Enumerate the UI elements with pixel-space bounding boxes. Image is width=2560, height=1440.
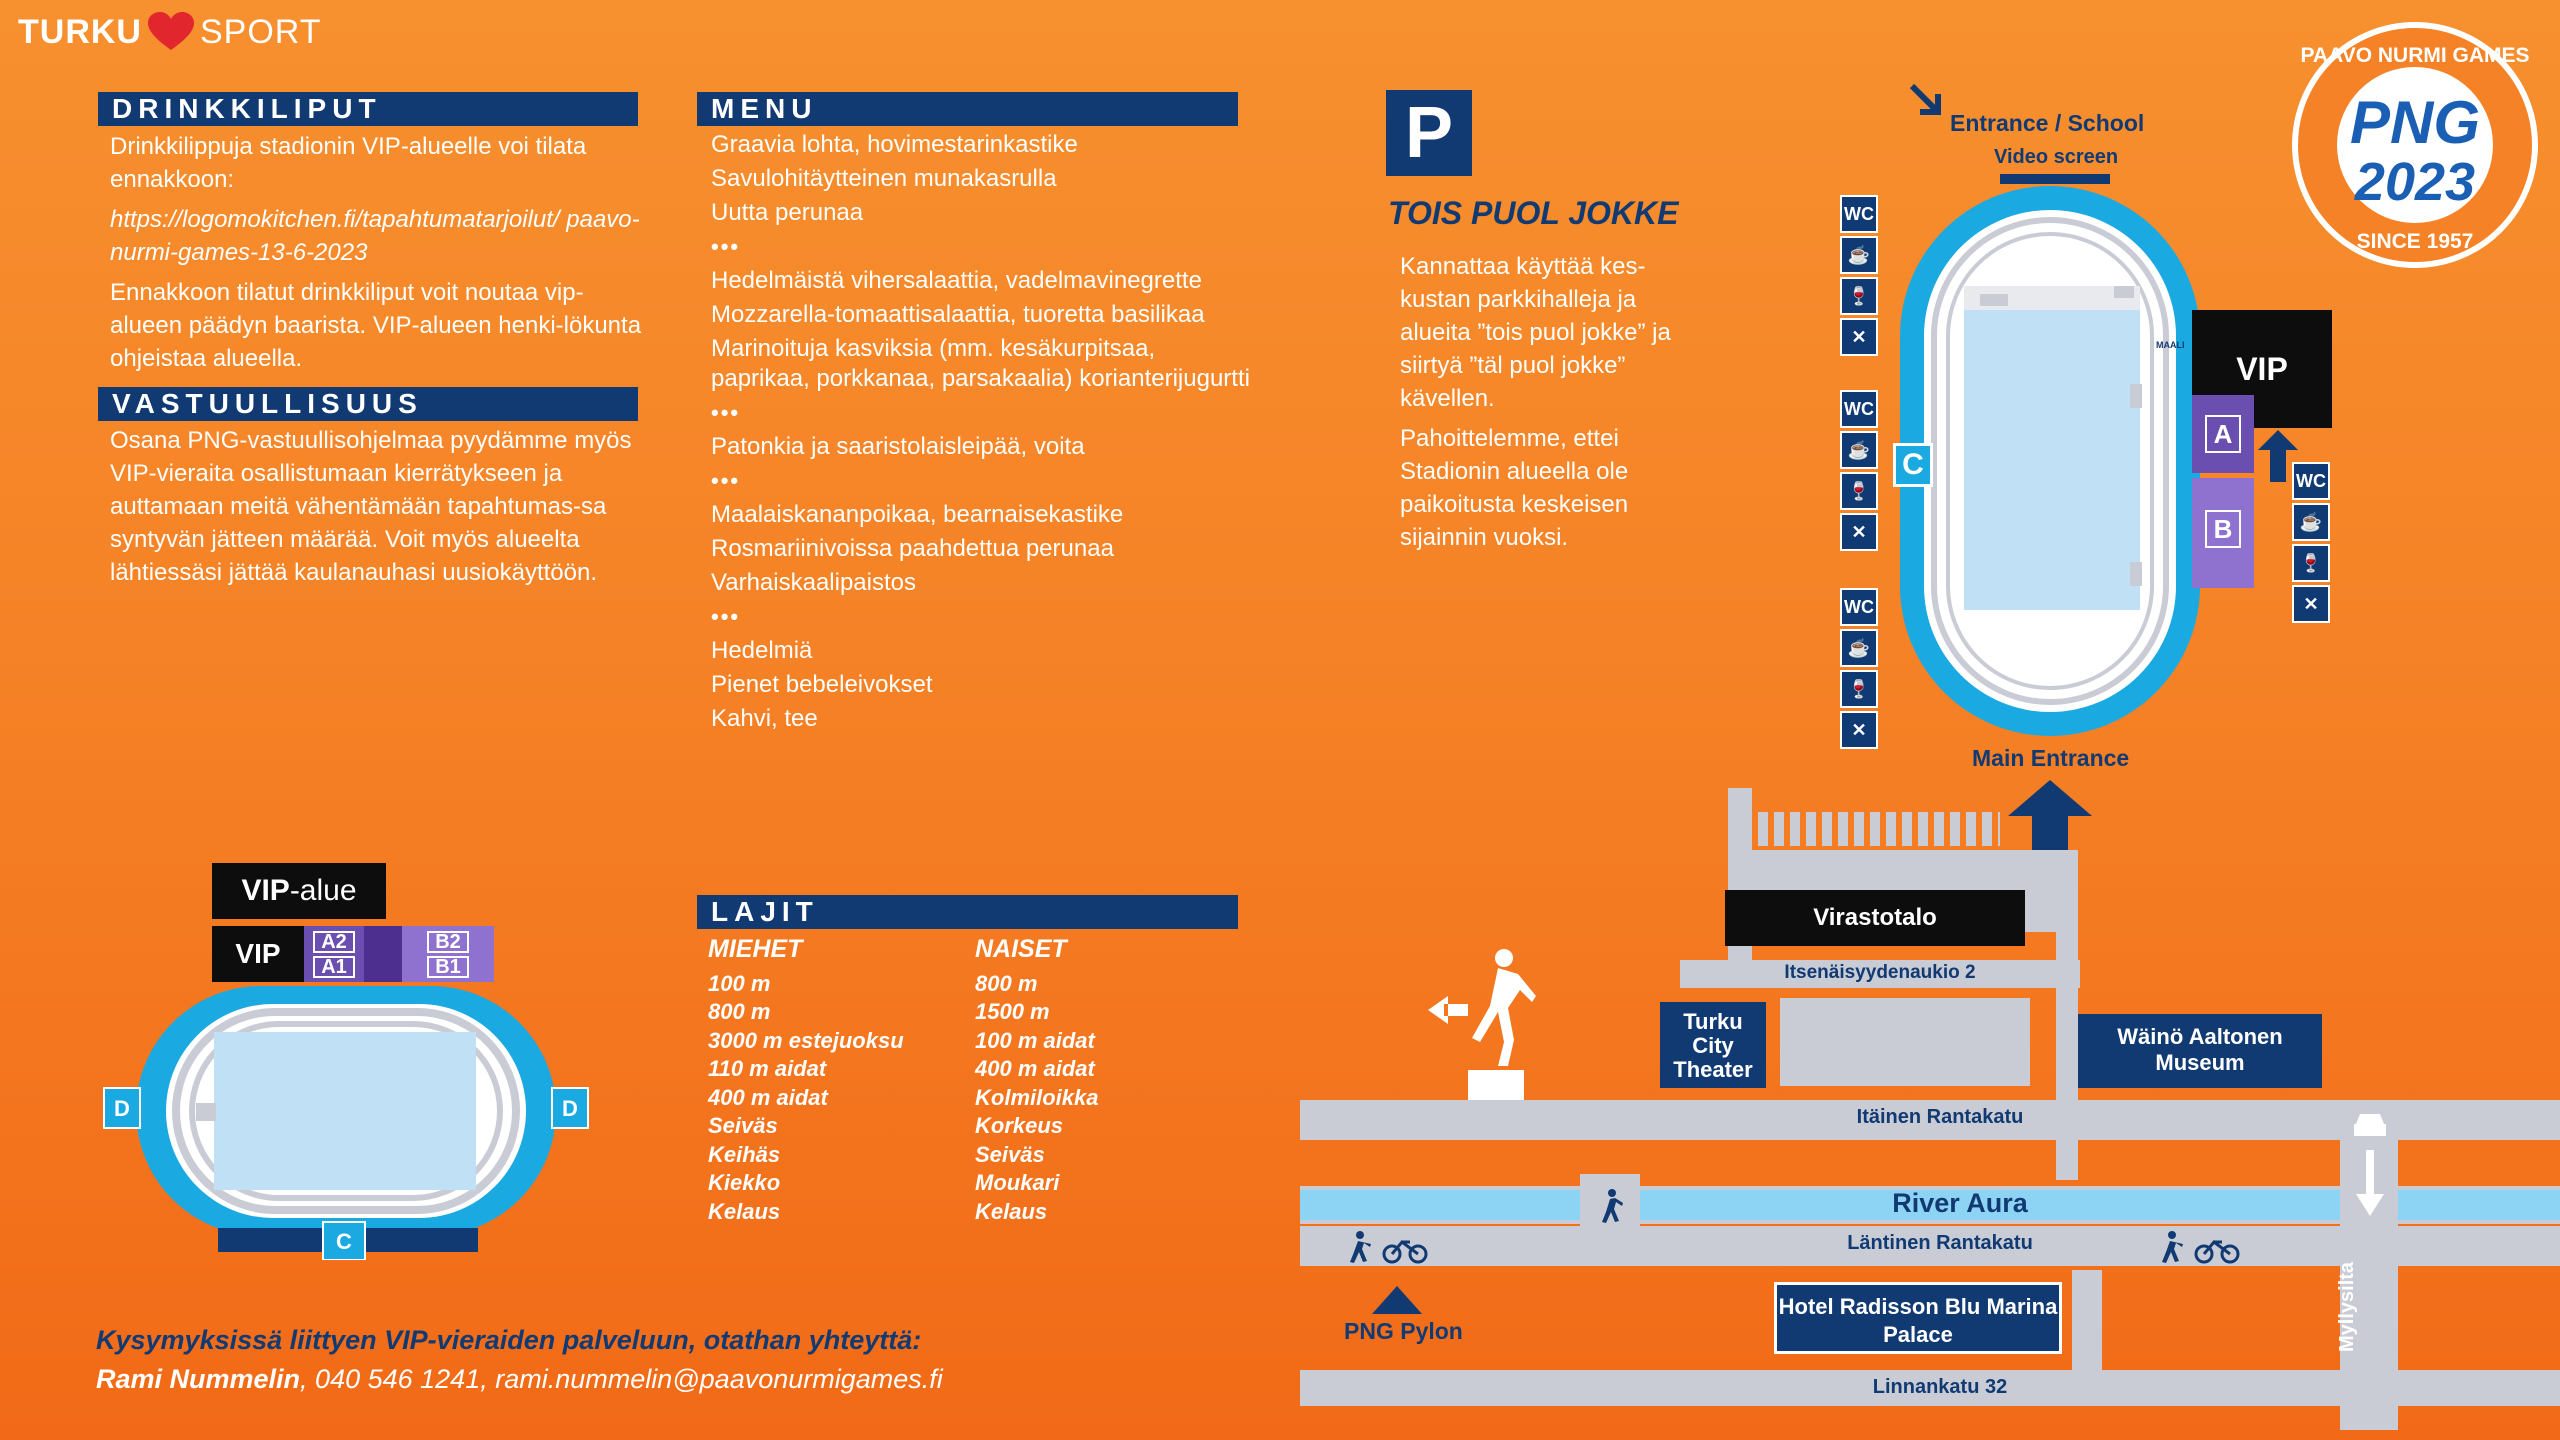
- lantinen-rantakatu-label: Läntinen Rantakatu: [1847, 1232, 2033, 1254]
- turku-city-theater: Turku City Theater: [1660, 1002, 1766, 1088]
- miehet-event: Seiväs: [708, 1113, 778, 1138]
- section-gap: [364, 926, 402, 982]
- seat-a1: A1: [313, 956, 355, 978]
- amenities-group-1: [1840, 195, 1878, 356]
- menu-item: Mozzarella-tomaattisalaattia, tuoretta basilikaa: [711, 301, 1205, 328]
- walk-bike-icon-left: [1348, 1230, 1428, 1264]
- logo-year: 2023: [2354, 152, 2476, 212]
- pylon-arrow-icon: [1372, 1286, 1422, 1314]
- amenities-group-2: [1840, 390, 1878, 551]
- miehet-event: 100 m: [708, 970, 771, 996]
- naiset-event: 800 m: [975, 970, 1038, 996]
- section-a: [304, 926, 364, 982]
- lajit-miehet: [708, 935, 948, 1226]
- entrance-school-label: Entrance / School: [1950, 110, 2145, 136]
- wine-glass-icon: 🍷: [1840, 472, 1878, 510]
- waino-aaltonen-museum: Wäinö Aaltonen Museum: [2078, 1014, 2322, 1088]
- naiset-event: 1500 m: [975, 999, 1050, 1024]
- naiset-heading: NAISET: [975, 935, 1067, 963]
- naiset-event: Moukari: [975, 1170, 1060, 1195]
- vip-map-d-right: D: [562, 1096, 578, 1121]
- myllysilta-label: Myllysilta: [2336, 1261, 2358, 1352]
- menu-separator: •••: [711, 234, 741, 259]
- car-arrow-icon: [2350, 1110, 2390, 1218]
- logo-since: SINCE 1957: [2356, 230, 2474, 253]
- vip-stand-label: VIP: [2192, 310, 2332, 428]
- menu-item: Savulohitäytteinen munakasrulla: [711, 165, 1057, 192]
- miehet-event: 3000 m estejuoksu: [708, 1027, 904, 1053]
- vip-stadium-icon: [96, 978, 616, 1260]
- amenities-group-3: [1840, 588, 1878, 749]
- walk-bike-icon-right: [2160, 1230, 2240, 1264]
- wine-glass-icon: 🍷: [1840, 277, 1878, 315]
- lajit-naiset: [975, 935, 1215, 1226]
- cutlery-icon: ✕: [1840, 318, 1878, 356]
- contact-line2: [96, 1364, 943, 1395]
- vip-area-map: [96, 860, 616, 1260]
- vip-section-label: VIP: [212, 926, 304, 982]
- drinkkiliput-text: [110, 130, 650, 382]
- drinkkiliput-heading: DRINKKILIPUT: [98, 92, 638, 126]
- stadium-area-map: [1300, 70, 2560, 1430]
- menu-item: Pienet bebeleivokset: [711, 671, 933, 698]
- miehet-event: Kelaus: [708, 1198, 781, 1224]
- menu-item: Maalaiskananpoikaa, bearnaisekastike: [711, 501, 1124, 528]
- itsenaisyydenaukio-label: Itsenäisyydenaukio 2: [1784, 962, 1976, 983]
- wc-icon: WC: [1840, 588, 1878, 626]
- parking-p2: Pahoittelemme, ettei Stadionin alueella ole paikoitusta keskeisen sijainnin vuoksi.: [1400, 425, 1629, 551]
- contact-name: Rami Nummelin: [96, 1364, 301, 1394]
- menu-item: Graavia lohta, hovimestarinkastike: [711, 131, 1078, 158]
- vastuullisuus-text: [110, 424, 650, 596]
- vastuullisuus-p1: Osana PNG-vastuullisohjelmaa pyydämme myös VIP-vieraita osallistumaan kierrätykseen ja auttamaan meitä vähentämään tapahtumas-sa syntyvän jätteen määrää. Voit myös alueelta lähtiessäsi jättää kaulanauhasi uusiokäyttöön.: [110, 427, 632, 586]
- parking-icon: P: [1386, 90, 1472, 176]
- cutlery-icon: ✕: [2292, 585, 2330, 623]
- naiset-event: 400 m aidat: [975, 1056, 1095, 1081]
- wine-glass-icon: 🍷: [2292, 544, 2330, 582]
- stadium-track-icon: [1900, 186, 2210, 746]
- menu-item: Hedelmiä: [711, 637, 813, 664]
- vip-alue-rest: -alue: [289, 874, 357, 907]
- contact-line1: Kysymyksissä liittyen VIP-vieraiden palveluun, otathan yhteyttä:: [96, 1325, 922, 1355]
- contact: [96, 1325, 943, 1395]
- miehet-event: 800 m: [708, 999, 771, 1024]
- turku-sport-logo: [18, 12, 322, 52]
- drinkkiliput-p2: Ennakkoon tilatut drinkkiliput voit noutaa vip-alueen päädyn baarista. VIP-alueen henki-lökunta ohjeistaa alueella.: [110, 279, 642, 372]
- menu-item: Varhaiskaalipaistos: [711, 569, 916, 596]
- amenities-group-4: [2292, 462, 2330, 623]
- vip-alue-bold: VIP: [241, 874, 290, 907]
- vip-map-c: C: [336, 1229, 352, 1254]
- wc-icon: WC: [1840, 390, 1878, 428]
- coffee-icon: ☕: [1840, 431, 1878, 469]
- drinkkiliput-p1: Drinkkilippuja stadionin VIP-alueelle voi tilata ennakkoon:: [110, 133, 587, 193]
- logo-png: PNG: [2349, 89, 2481, 156]
- lajit-heading: LAJIT: [697, 895, 1238, 929]
- menu-item: Kahvi, tee: [711, 705, 818, 732]
- seat-b2: B2: [427, 931, 469, 953]
- naiset-event: Kolmiloikka: [975, 1084, 1099, 1110]
- coffee-icon: ☕: [1840, 236, 1878, 274]
- entrance-arrow-icon: [1908, 82, 1948, 122]
- menu-item: Uutta perunaa: [711, 199, 864, 226]
- menu-separator: •••: [711, 604, 741, 629]
- menu-item: Patonkia ja saaristolaisleipää, voita: [711, 433, 1085, 460]
- seat-a2: A2: [313, 931, 355, 953]
- menu-list: [711, 130, 1251, 738]
- naiset-event: Seiväs: [975, 1141, 1045, 1167]
- stand-b-label: B: [2205, 510, 2241, 548]
- menu-heading: MENU: [697, 92, 1238, 126]
- cutlery-icon: ✕: [1840, 711, 1878, 749]
- menu-item: Hedelmäistä vihersalaattia, vadelmavinegrette: [711, 267, 1202, 294]
- main-entrance-arrow-icon: [2008, 780, 2092, 850]
- png-pylon-label: PNG Pylon: [1344, 1318, 1463, 1344]
- menu-separator: •••: [711, 468, 741, 493]
- wine-glass-icon: 🍷: [1840, 670, 1878, 708]
- section-c-badge: C: [1893, 443, 1933, 487]
- stand-a-label: A: [2205, 415, 2241, 453]
- video-screen: [2000, 174, 2110, 184]
- river-aura-label: River Aura: [1892, 1188, 2028, 1218]
- miehet-list: [708, 970, 948, 1227]
- naiset-event: Korkeus: [975, 1113, 1064, 1138]
- miehet-event: Keihäs: [708, 1141, 781, 1167]
- video-screen-label: Video screen: [1994, 146, 2119, 168]
- logo-ring-top: PAAVO NURMI GAMES: [2300, 44, 2530, 67]
- vip-map-d-left: D: [114, 1096, 130, 1121]
- cutlery-icon: ✕: [1840, 513, 1878, 551]
- naiset-event: 100 m aidat: [975, 1027, 1095, 1053]
- contact-rest[interactable]: , 040 546 1241, rami.nummelin@paavonurmigames.fi: [300, 1364, 943, 1394]
- finish-line-label: MAALI: [2156, 340, 2185, 350]
- parking-p1: Kannattaa käyttää kes-kustan parkkihalleja ja alueita ”tois puol jokke” ja siirtyä ”täl puol jokke” kävellen.: [1400, 253, 1671, 412]
- stand-a: [2192, 395, 2254, 473]
- miehet-event: Kiekko: [708, 1170, 781, 1195]
- vip-alue-label: [212, 863, 386, 919]
- brand-turku: TURKU: [18, 12, 142, 51]
- wc-icon: WC: [1840, 195, 1878, 233]
- heart-icon: [148, 12, 194, 52]
- wc-icon: WC: [2292, 462, 2330, 500]
- menu-item: Rosmariinivoissa paahdettua perunaa: [711, 535, 1114, 562]
- menu-separator: •••: [711, 400, 741, 425]
- naiset-event: Kelaus: [975, 1198, 1048, 1224]
- hotel-radisson: Hotel Radisson Blu Marina Palace: [1774, 1282, 2062, 1354]
- seat-b1: B1: [427, 956, 469, 978]
- brand-sport: SPORT: [199, 12, 322, 51]
- linnankatu-label: Linnankatu 32: [1872, 1376, 2008, 1398]
- city-block: [1780, 998, 2030, 1086]
- naiset-list: [975, 970, 1215, 1227]
- road-vertical-hotel: [2072, 1270, 2102, 1370]
- coffee-icon: ☕: [2292, 503, 2330, 541]
- stand-b: [2192, 478, 2254, 588]
- vastuullisuus-heading: VASTUULLISUUS: [98, 387, 638, 421]
- bike-rack: [1758, 812, 2000, 846]
- miehet-heading: MIEHET: [708, 935, 803, 963]
- miehet-event: 110 m aidat: [708, 1056, 827, 1081]
- virastotalo-building: Virastotalo: [1725, 890, 2025, 946]
- main-entrance-label: Main Entrance: [1972, 745, 2130, 771]
- parking-title: TOIS PUOL JOKKE: [1388, 195, 1679, 231]
- miehet-event: 400 m aidat: [708, 1084, 828, 1110]
- itainen-rantakatu-label: Itäinen Rantakatu: [1856, 1106, 2024, 1128]
- section-b: [402, 926, 494, 982]
- menu-item: Marinoituja kasviksia (mm. kesäkurpitsaa, paprikaa, porkkanaa, parsakaalia) korianterijugurtti: [711, 335, 1250, 392]
- drinkkiliput-link[interactable]: https://logomokitchen.fi/tapahtumatarjoilut/ paavo-nurmi-games-13-6-2023: [110, 206, 640, 266]
- pedestrian-icon: [1596, 1188, 1626, 1224]
- coffee-icon: ☕: [1840, 629, 1878, 667]
